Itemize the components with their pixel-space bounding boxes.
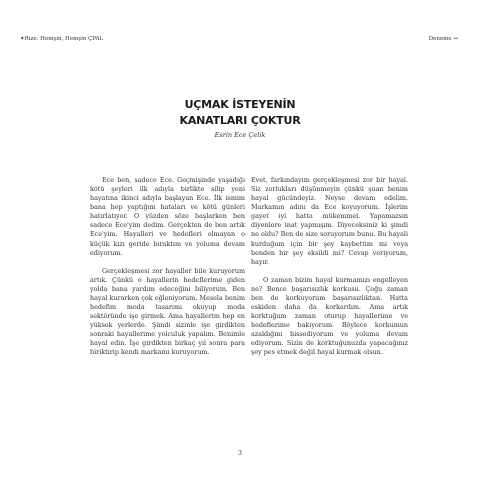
author-name: Esrin Ece Çelik xyxy=(214,131,266,139)
paragraph: O zaman bizim hayal kurmamızı engelleyen ne? Bence başarısızlık korkusu. Çoğu zaman ben de korkuyorum başarısızlıktan. Hatta eskiden daha da korkardım. Ama artık korktuğum zaman oturup hayallerime ve hedeflerime bakıyorum. Böylece korkumun azaldığını hissediyorum ve yoluma devam ediyorum. Sizin de korktuğunuzda yapacağınız şey pes etmek değil hayal kurmak olsun. xyxy=(251,275,408,357)
page-number: 3 xyxy=(238,450,242,457)
right-column xyxy=(251,176,408,366)
paragraph: Evet, farkındayım gerçekleşmesi zor bir hayal. Siz zorlukları düşünmeyin çünkü şuan benim hayal gücündeyiz. Neyse devam edelim. Markamın adını da Ece koyuyorum. İşlerim gayet iyi hatta mükemmel. Yapamazsın diyenlere inat yapmışım. Diyeceksiniz ki şimdi ne oldu? Ben de size soruyorum bunu. Bu hayali kurduğum için bir şey kaybettim mi veya benden bir şey eksildi mi? Cevap veriyorum, hayır. xyxy=(251,176,408,266)
title-line-2: KANATLARI ÇOKTUR xyxy=(179,114,301,127)
title-line-1: UÇMAK İSTEYENİN xyxy=(184,98,296,111)
paragraph: Ece ben, sadece Ece. Geçmişinde yaşadığı kötü şeyleri ilk adıyla birlikte silip yeni hayatına ikinci adıyla başlayan Ece. İlk ismim bana hep yaptığım hataları ve kötü günleri hatırlatıyor. O yüzden söze başlarken ben sadece Ece'yim dedim. Gerçekten de ben artık Ece'yim. Hayalleri ve hedefleri olmayan o küçük kızı geride bıraktım ve yoluma devam ediyorum. xyxy=(90,176,245,257)
running-header-right: Deneme ↢ xyxy=(428,36,458,42)
running-header-left: ✦Rize. Hemşin, Hemşin ÇPAL xyxy=(20,36,104,42)
left-column xyxy=(90,176,245,366)
article-title xyxy=(0,97,480,129)
paragraph: Gerçekleşmesi zor hayaller bile kuruyorum artık. Çünkü o hayallerin hedeflerime giden yolda bana yardım edeceğini biliyorum. Ben hayal kurarken çok eğleniyorum. Mesela benim hedefim moda tasarımı okuyup moda sektöründe işe girmek. Ama hayallerim hep en yüksek yerlerde. Şimdi sizinle işe girdikten sonraki hayallerime yolculuk yapalım. Benimle hayal edin. İşe girdikten birkaç yıl sonra para biriktirip kendi markamı kuruyorum. xyxy=(90,266,245,357)
